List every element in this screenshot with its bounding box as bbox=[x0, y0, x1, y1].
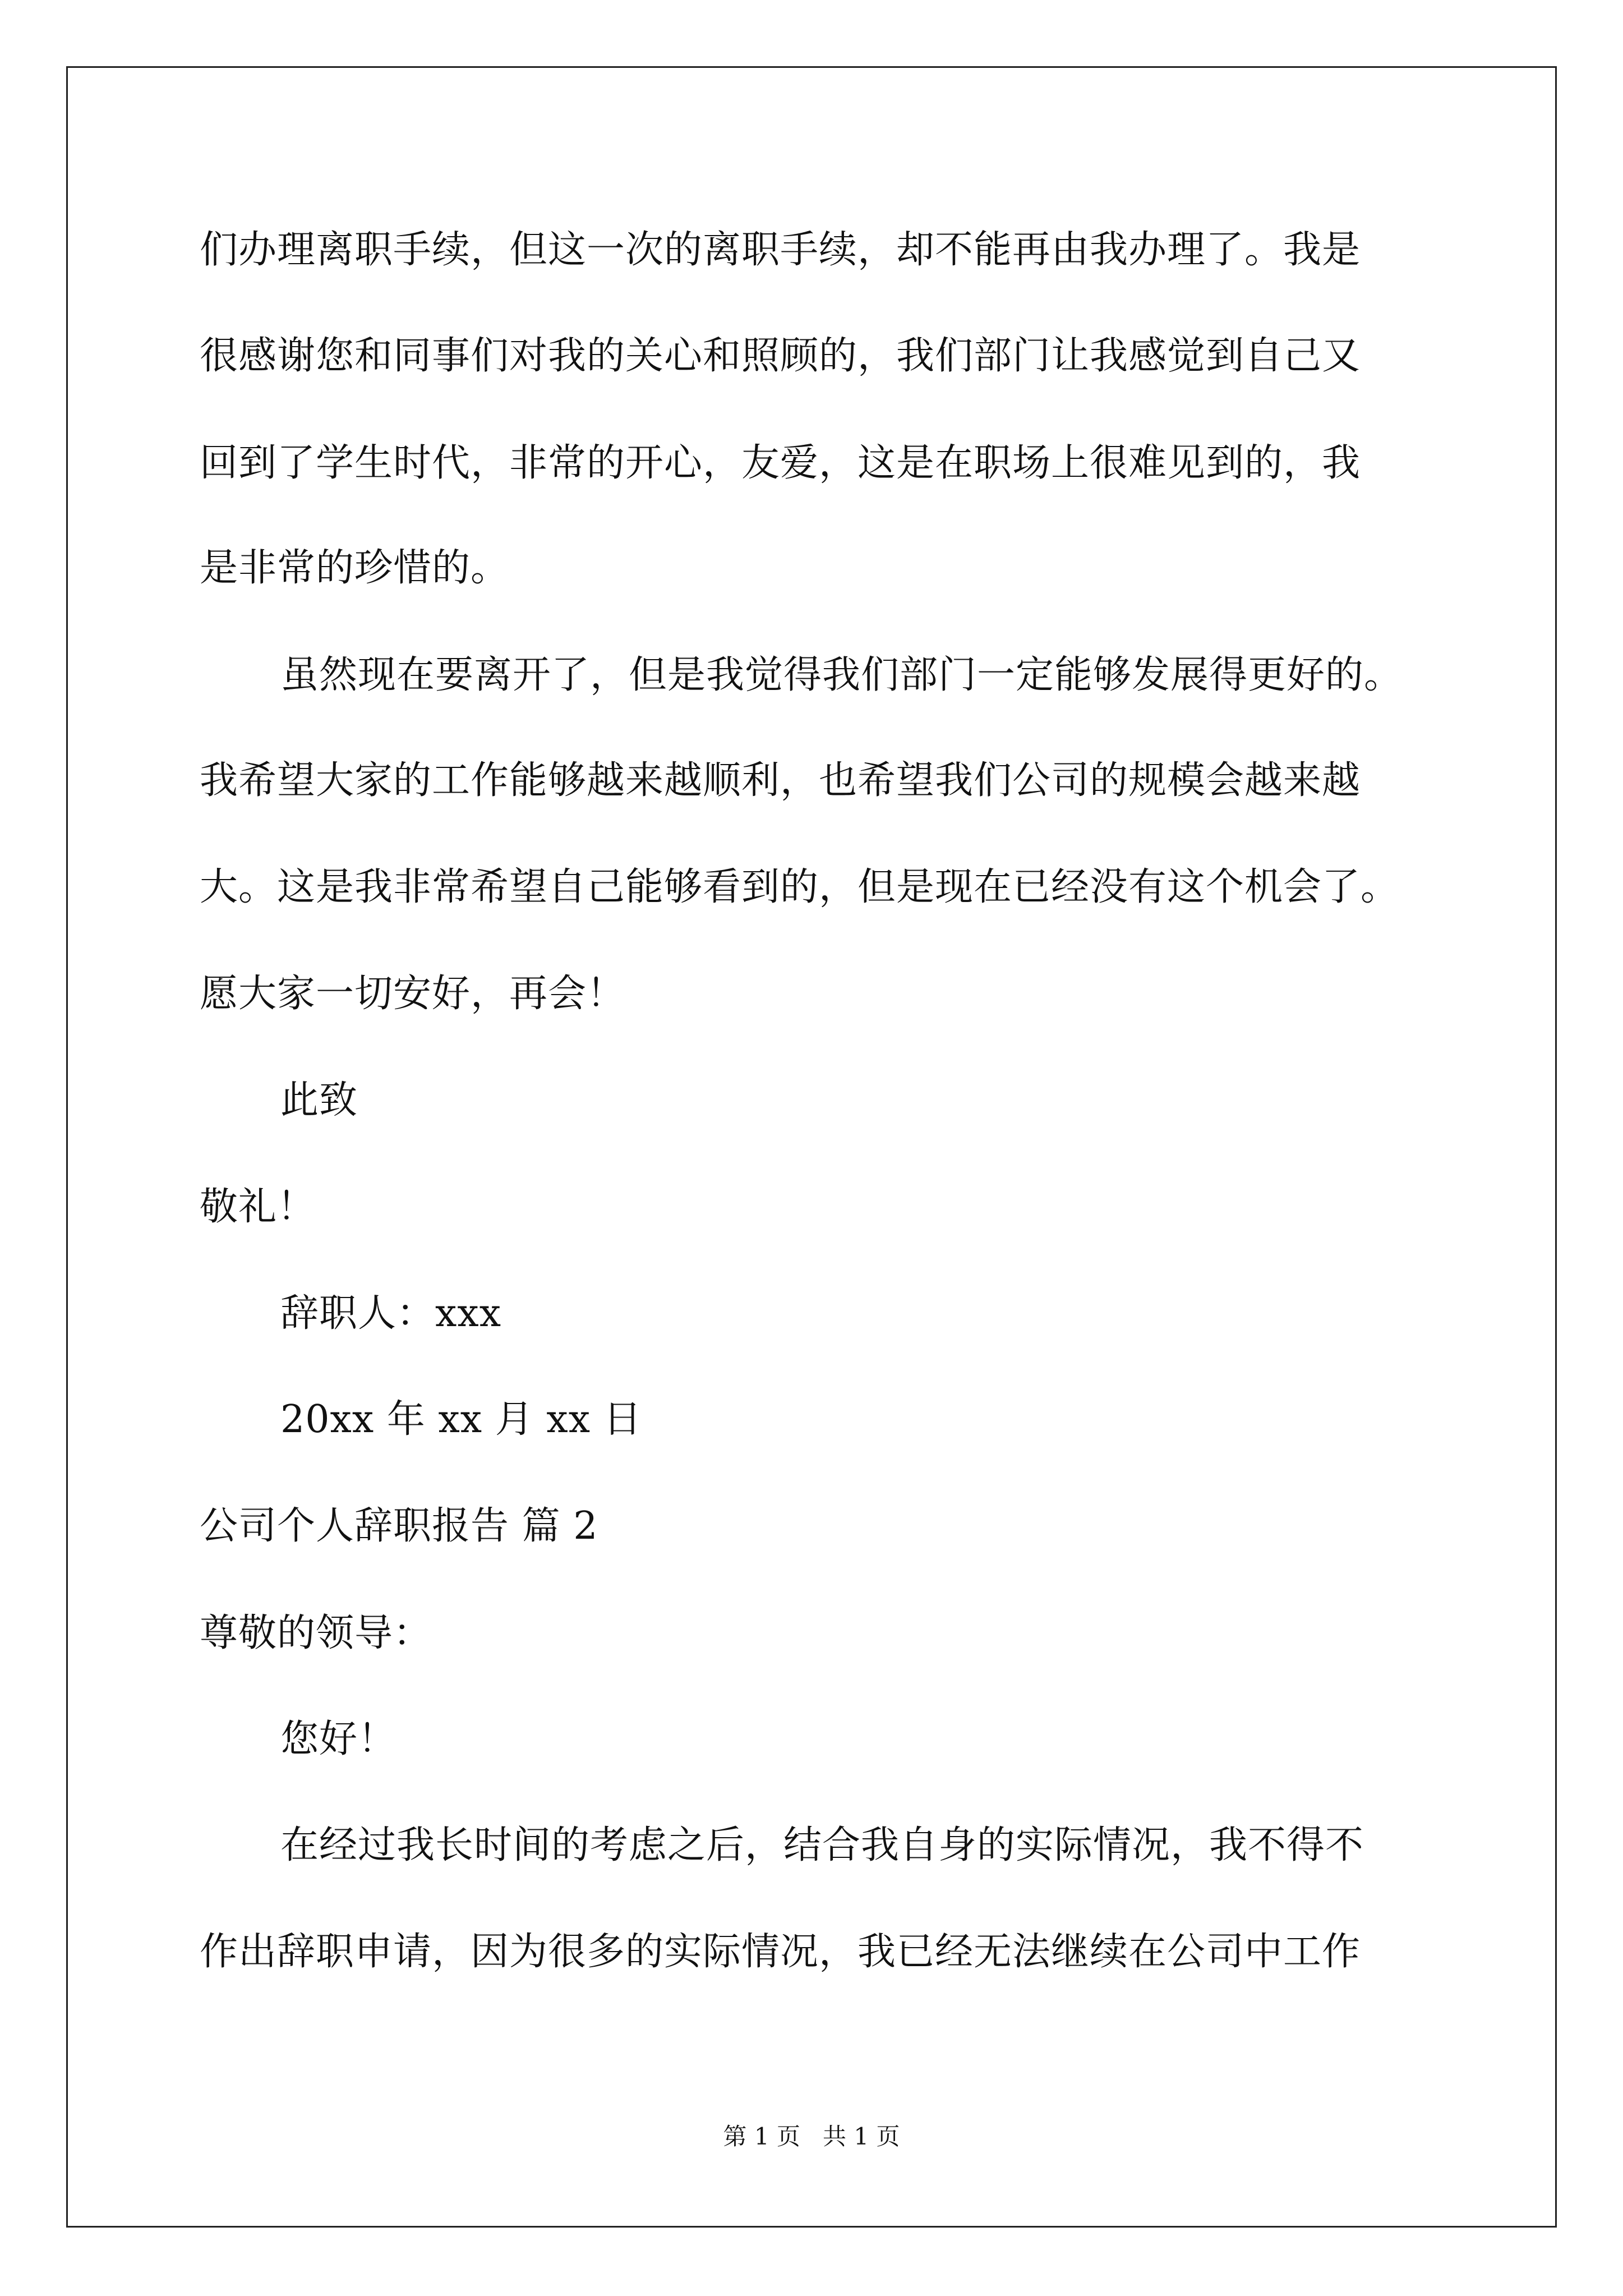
signature-resigner: 辞职人：xxx bbox=[280, 1291, 502, 1336]
text-line-1: 们办理离职手续，但这一次的离职手续，却不能再由我办理了。我是 bbox=[200, 228, 1361, 272]
signature-date: 20xx 年 xx 月 xx 日 bbox=[280, 1397, 642, 1442]
text-line-6: 我希望大家的工作能够越来越顺利，也希望我们公司的规模会越来越 bbox=[200, 758, 1361, 803]
greeting-recipient: 尊敬的领导： bbox=[200, 1611, 432, 1655]
closing-salutation: 此致 bbox=[280, 1078, 358, 1122]
text-line-3: 回到了学生时代，非常的开心，友爱，这是在职场上很难见到的，我 bbox=[200, 441, 1361, 485]
text-line-8: 愿大家一切安好，再会！ bbox=[200, 972, 626, 1016]
text-line-5: 虽然现在要离开了，但是我觉得我们部门一定能够发展得更好的。 bbox=[280, 653, 1403, 697]
page-footer: 第 1 页 共 1 页 bbox=[723, 2123, 900, 2150]
text-line-17: 作出辞职申请，因为很多的实际情况，我已经无法继续在公司中工作 bbox=[200, 1930, 1361, 1974]
text-line-4: 是非常的珍惜的。 bbox=[200, 546, 510, 590]
text-line-2: 很感谢您和同事们对我的关心和照顾的，我们部门让我感觉到自己又 bbox=[200, 334, 1361, 378]
text-line-16: 在经过我长时间的考虑之后，结合我自身的实际情况，我不得不 bbox=[280, 1823, 1364, 1867]
greeting-hello: 您好！ bbox=[280, 1717, 397, 1761]
text-line-7: 大。这是我非常希望自己能够看到的，但是现在已经没有这个机会了。 bbox=[200, 865, 1400, 909]
page-border bbox=[66, 66, 1557, 2228]
section-heading: 公司个人辞职报告 篇 2 bbox=[200, 1504, 598, 1548]
closing-respect: 敬礼！ bbox=[200, 1185, 316, 1229]
